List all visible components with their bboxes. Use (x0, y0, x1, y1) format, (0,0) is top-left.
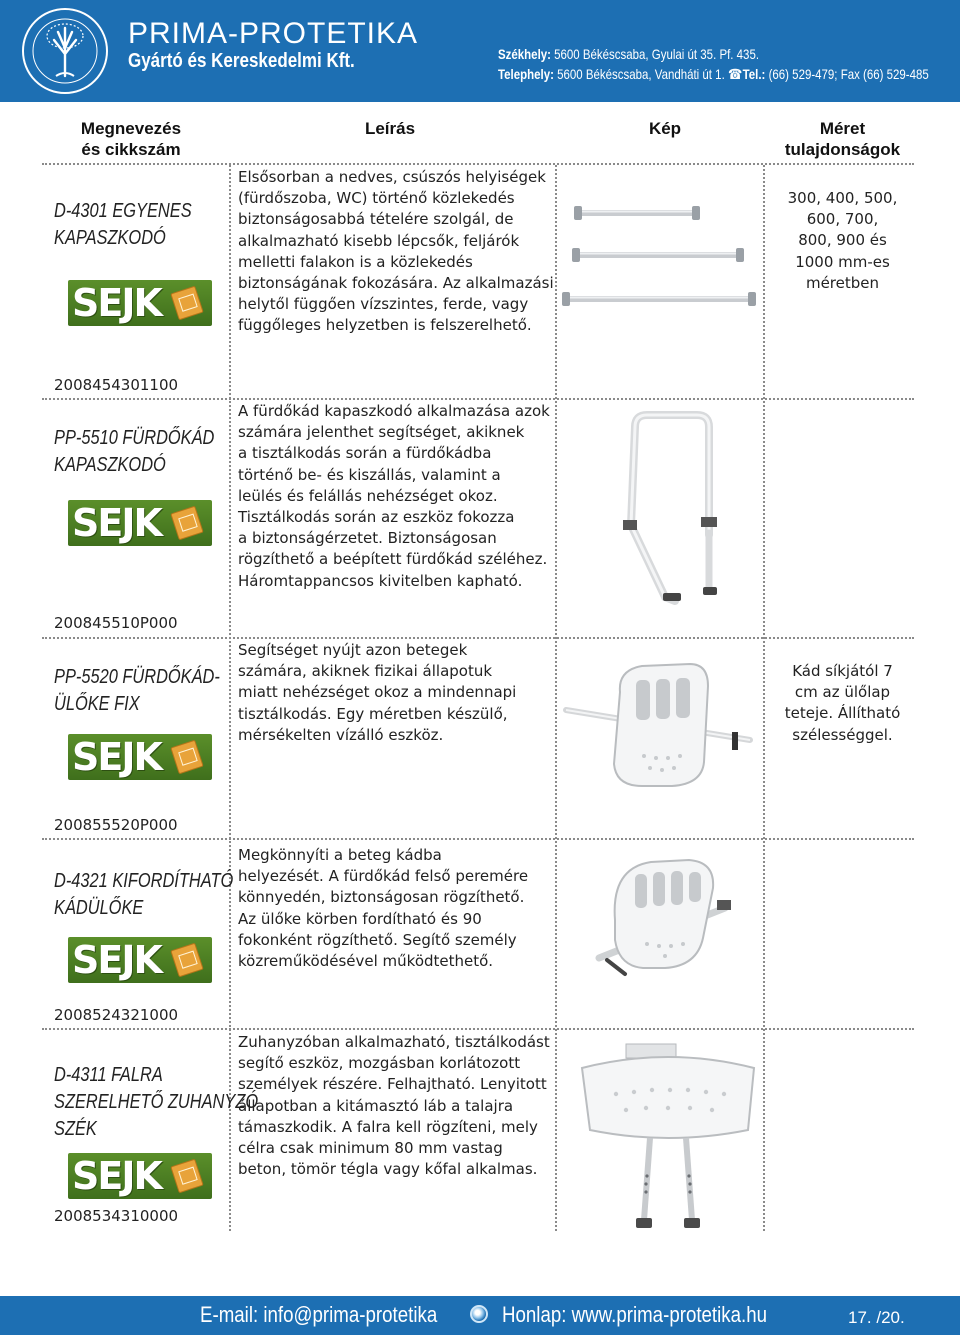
book-icon (170, 286, 203, 321)
book-icon (170, 506, 203, 541)
divider (42, 398, 914, 400)
globe-icon (470, 1305, 488, 1323)
product-description: A fürdőkád kapaszkodó alkalmazása azok számára jelenthet segítséget, akiknek a tisztálkodás során a fürdőkádba történő be- és kiszállás, valamint a leülés és felállás nehézséget okoz. Tisztálkodás során az eszköz fokozza a biztonságérzetet. Biztonságosan rögzíthető a beépített fürdőkád széléhez. Háromtappancsos kivitelben kapható. (238, 402, 550, 590)
page-footer (0, 1296, 960, 1335)
product-description: Elsősorban a nedves, csúszós helyiségek (fürdőszoba, WC) történő közlekedés biztonságosabbá tételére szolgál, de alkalmazható kisebb lépcsők, feljárók melletti falakon is a közlekedés biztonságának fokozására. Az alkalmazási helytől függően vízszintes, ferde, vagy függőleges helyzetben is felszerelhető. (238, 168, 554, 335)
product-description: Megkönnyíti a beteg kádba helyezését. A fürdőkád felső peremére könnyedén, biztonságosan rögzíthető. Az ülőke körben fordítható és 90 fokonként rögzíthető. Segítő személy közreműködésével működtethető. (238, 846, 529, 971)
sejk-badge: SEJK (68, 937, 212, 983)
company-name: PRIMA-PROTETIKA (128, 17, 419, 50)
product-description: Segítséget nyújt azon betegek számára, akiknek fizikai állapotuk miatt nehézséget okoz a mindennapi tisztálkodás. Egy méretben készülő, mérsékelten vízálló eszköz. (238, 641, 517, 744)
footer-email[interactable]: E-mail: info@prima-protetika (200, 1302, 438, 1327)
contact-info (498, 44, 929, 84)
seat-value: 5600 Békéscsaba, Gyulai út 35. Pf. 435. (554, 46, 760, 62)
sejk-badge: SEJK (68, 500, 212, 546)
column-heading-size: Méret tulajdonságok (784, 119, 901, 159)
product-code: 200855520P000 (54, 816, 178, 834)
column-heading-name: Megnevezés és cikkszám (80, 119, 182, 159)
site-value: 5600 Békéscsaba, Vandháti út 1. (557, 66, 725, 82)
tel-value: (66) 529-479; Fax (66) 529-485 (768, 66, 929, 82)
product-description: Zuhanyzóban alkalmazható, tisztálkodást segítő eszköz, mozgásban korlátozott személyek részére. Felhajtható. Lenyitott állapotban a kitámasztó láb a talajra támaszkodik. A falra kell rögzíteni, mely célra csak minimum 80 mm vastag beton, tömör tégla vagy kőfal alkalmas. (238, 1033, 550, 1179)
shower-seat-image (576, 1038, 761, 1233)
product-name-d4321: D-4321 KIFORDÍTHATÓ KÁDÜLŐKE (54, 870, 234, 919)
bathtub-grab-rail-image (605, 405, 725, 610)
grab-bar-image (560, 195, 760, 320)
book-icon (170, 740, 203, 775)
page-number: 17. /20. (848, 1308, 905, 1327)
page-header (0, 0, 960, 102)
sejk-badge: SEJK (68, 1153, 212, 1199)
swivel-bath-seat-image (585, 848, 745, 988)
tel-label: Tel.: (742, 66, 766, 82)
column-heading-image: Kép (648, 119, 682, 138)
product-size: Kád síkjától 7 cm az ülőlap teteje. Állítható szélességgel. (784, 662, 901, 744)
divider (42, 637, 914, 639)
company-branding (128, 18, 418, 72)
product-code: 2008534310000 (54, 1207, 179, 1225)
product-name-pp5520: PP-5520 FÜRDŐKÁD- ÜLŐKE FIX (54, 666, 220, 715)
column-divider (763, 165, 765, 1231)
product-code: 2008454301100 (54, 376, 179, 394)
company-logo-icon (18, 6, 112, 96)
product-name-d4311: D-4311 FALRA SZERELHETŐ ZUHANYZÓ SZÉK (54, 1064, 259, 1140)
product-size: 300, 400, 500, 600, 700, 800, 900 és 1000 mm-es méretben (787, 189, 898, 292)
divider (42, 838, 914, 840)
product-code: 2008524321000 (54, 1006, 179, 1024)
product-name-pp5510: PP-5510 FÜRDŐKÁD KAPASZKODÓ (54, 427, 215, 476)
divider (42, 163, 914, 165)
divider (42, 1028, 914, 1030)
phone-icon: ☎ (727, 66, 743, 82)
sejk-badge: SEJK (68, 280, 212, 326)
bath-seat-image (562, 652, 762, 800)
site-label: Telephely: (498, 66, 554, 82)
column-divider (555, 165, 557, 1231)
book-icon (170, 1159, 203, 1194)
company-subtitle: Gyártó és Kereskedelmi Kft. (128, 50, 355, 72)
footer-website[interactable]: Honlap: www.prima-protetika.hu (502, 1302, 768, 1327)
sejk-badge: SEJK (68, 734, 212, 780)
product-name-d4301: D-4301 EGYENES KAPASZKODÓ (54, 200, 192, 249)
product-code: 200845510P000 (54, 614, 178, 632)
seat-label: Székhely: (498, 46, 551, 62)
column-heading-description: Leírás (364, 119, 416, 138)
book-icon (170, 943, 203, 978)
